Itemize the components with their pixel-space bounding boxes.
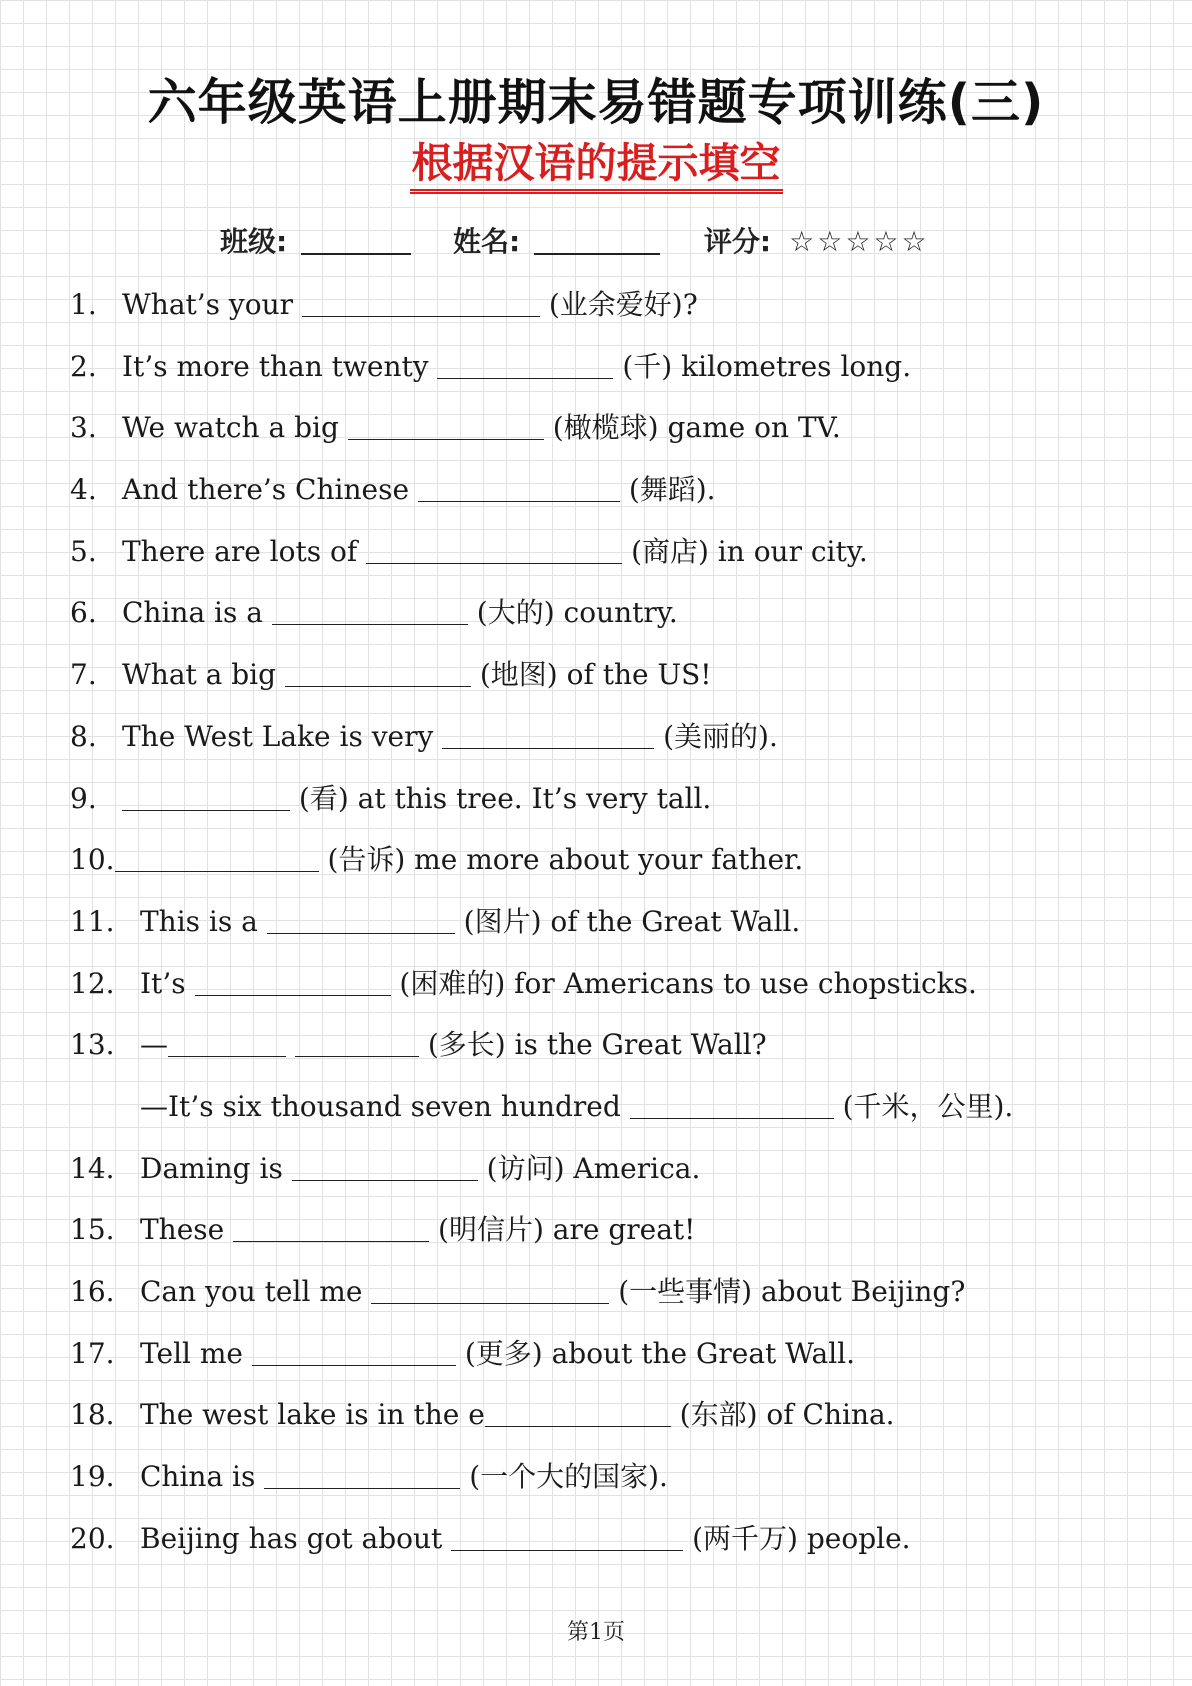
question-number: 7. — [70, 658, 97, 692]
question-hint: (更多) about the Great Wall. — [464, 1336, 856, 1370]
answer-blank[interactable] — [302, 292, 540, 317]
question-number: 14. — [70, 1151, 115, 1185]
question-8 — [70, 706, 1150, 768]
answer-blank[interactable] — [264, 1464, 460, 1489]
question-hint: (橄榄球) game on TV. — [552, 411, 841, 445]
question-hint: (告诉) me more about your father. — [327, 843, 804, 877]
question-1 — [70, 274, 1150, 336]
question-10 — [70, 829, 1150, 891]
question-number: 4. — [70, 473, 97, 507]
question-hint: (地图) of the US! — [479, 658, 712, 692]
question-text: It’s — [140, 966, 186, 1000]
question-hint: (一些事情) about Beijing? — [618, 1275, 966, 1308]
answer-blank[interactable] — [630, 1094, 834, 1119]
question-text: What’s your — [122, 288, 294, 321]
question-number: 5. — [70, 534, 97, 568]
class-field[interactable] — [301, 227, 411, 255]
question-number: 18. — [70, 1398, 115, 1432]
question-text: This is a — [140, 904, 258, 938]
question-hint: (两千万) people. — [692, 1521, 911, 1555]
question-hint: (多长) is the Great Wall? — [427, 1028, 767, 1062]
question-text: We watch a big — [122, 411, 339, 445]
question-14 — [70, 1138, 1150, 1200]
question-hint: (业余爱好)? — [548, 288, 698, 321]
answer-blank[interactable] — [168, 1032, 286, 1057]
question-text: The West Lake is very — [122, 719, 434, 753]
question-20 — [70, 1508, 1150, 1570]
question-number: 8. — [70, 719, 97, 753]
answer-blank[interactable] — [442, 724, 654, 749]
answer-blank[interactable] — [366, 539, 622, 564]
question-15 — [70, 1199, 1150, 1261]
question-hint: (看) at this tree. It’s very tall. — [298, 781, 712, 815]
question-11 — [70, 891, 1150, 953]
answer-blank[interactable] — [418, 477, 620, 502]
name-label: 姓名: — [452, 225, 521, 258]
question-hint: (图片) of the Great Wall. — [463, 904, 801, 938]
question-6 — [70, 582, 1150, 644]
question-hint: (明信片) are great! — [438, 1213, 696, 1247]
question-16 — [70, 1261, 1150, 1323]
question-hint: (商店) in our city. — [631, 534, 868, 568]
question-number: 10. — [70, 843, 115, 877]
class-label: 班级: — [220, 225, 288, 258]
question-number: 6. — [70, 596, 97, 630]
question-number: 13. — [70, 1028, 115, 1062]
answer-blank[interactable] — [115, 847, 319, 872]
answer-blank[interactable] — [451, 1526, 683, 1551]
answer-blank[interactable] — [122, 786, 290, 811]
question-17 — [70, 1323, 1150, 1385]
score-stars: ☆☆☆☆☆ — [789, 225, 930, 258]
answer-blank[interactable] — [371, 1279, 609, 1304]
question-hint: (美丽的). — [663, 719, 778, 753]
question-hint: (困难的) for Americans to use chopsticks. — [399, 966, 977, 1000]
question-hint: (访问) America. — [486, 1151, 701, 1185]
question-number: 19. — [70, 1460, 115, 1494]
question-number: 16. — [70, 1275, 115, 1308]
question-text: — — [140, 1028, 168, 1062]
question-text: The west lake is in the e — [140, 1398, 485, 1432]
question-2 — [70, 336, 1150, 398]
question-12 — [70, 953, 1150, 1015]
question-18 — [70, 1384, 1150, 1446]
question-hint: (千) kilometres long. — [622, 349, 912, 383]
answer-blank[interactable] — [285, 662, 471, 687]
question-13 — [70, 1014, 1150, 1076]
question-hint: (东部) of China. — [679, 1398, 895, 1432]
question-number: 12. — [70, 966, 115, 1000]
question-number: 9. — [70, 781, 97, 815]
question-text: These — [140, 1213, 225, 1247]
answer-blank[interactable] — [348, 415, 544, 440]
score-label: 评分: — [703, 225, 772, 258]
answer-blank[interactable] — [233, 1217, 429, 1242]
answer-blank[interactable] — [272, 600, 468, 625]
question-number: 15. — [70, 1213, 115, 1247]
question-7 — [70, 644, 1150, 706]
question-text: What a big — [122, 658, 277, 692]
question-text: China is a — [122, 596, 263, 630]
question-number: 20. — [70, 1521, 115, 1555]
answer-blank[interactable] — [295, 1032, 419, 1057]
question-5 — [70, 521, 1150, 583]
question-hint: (一个大的国家). — [469, 1460, 668, 1494]
answer-blank[interactable] — [485, 1402, 671, 1427]
question-text: Daming is — [140, 1151, 283, 1185]
answer-blank[interactable] — [292, 1156, 478, 1181]
question-text: Tell me — [140, 1336, 244, 1370]
question-number: 2. — [70, 349, 97, 383]
question-hint: (舞蹈). — [628, 473, 716, 507]
question-text: China is — [140, 1460, 256, 1494]
question-number: 3. — [70, 411, 97, 445]
student-info-row — [220, 220, 930, 260]
question-text: Can you tell me — [140, 1275, 363, 1308]
question-19 — [70, 1446, 1150, 1508]
question-text: —It’s six thousand seven hundred — [140, 1089, 621, 1123]
question-text: It’s more than twenty — [122, 349, 429, 383]
question-text: Beijing has got about — [140, 1521, 443, 1555]
answer-blank[interactable] — [195, 971, 391, 996]
subtitle: 根据汉语的提示填空 — [410, 140, 783, 194]
question-13-answer — [70, 1076, 1150, 1138]
question-number: 17. — [70, 1336, 115, 1370]
question-hint: (千米，公里). — [842, 1089, 1014, 1123]
question-hint: (大的) country. — [476, 596, 678, 630]
page-title: 六年级英语上册期末易错题专项训练(三) — [147, 74, 1045, 131]
question-number: 11. — [70, 904, 115, 938]
subtitle-wrap — [0, 140, 1192, 194]
question-text: And there’s Chinese — [122, 473, 410, 507]
answer-blank[interactable] — [252, 1341, 456, 1366]
question-4 — [70, 459, 1150, 521]
question-9 — [70, 768, 1150, 830]
name-field[interactable] — [534, 227, 660, 255]
answer-blank[interactable] — [437, 354, 613, 379]
page-number: 第1页 — [567, 1620, 625, 1645]
question-3 — [70, 397, 1150, 459]
answer-blank[interactable] — [267, 909, 455, 934]
question-list — [70, 274, 1150, 1569]
question-number: 1. — [70, 288, 97, 321]
question-text: There are lots of — [122, 534, 358, 568]
